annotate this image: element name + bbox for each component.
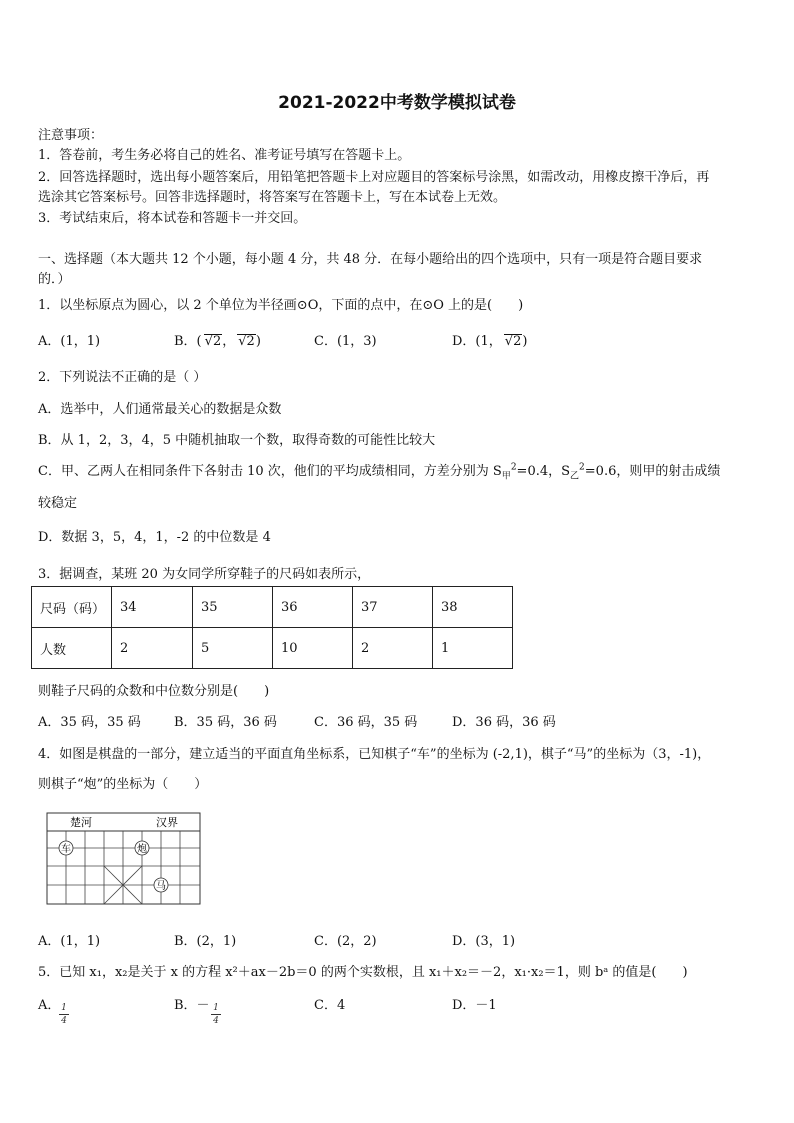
chess-piece-ma-label: 马	[156, 881, 166, 892]
table-cell: 38	[433, 587, 513, 628]
q2-c-sub1: 甲	[501, 471, 511, 482]
table-cell: 37	[353, 587, 433, 628]
q1-option-a: A．(1，1)	[38, 334, 101, 349]
section-heading-line1: 一、选择题（本大题共 12 个小题，每小题 4 分，共 48 分．在每小题给出的四个选项中，只有一项是符合题目要求	[38, 252, 703, 267]
fraction-numerator: 1	[61, 1003, 67, 1013]
q4-option-b: B．(2，1)	[174, 934, 237, 949]
section-heading-line2: 的．）	[38, 272, 71, 287]
table-cell: 人数	[32, 628, 112, 669]
sqrt-icon: √2	[204, 334, 222, 349]
sqrt-icon: √2	[238, 334, 255, 349]
table-cell: 2	[353, 628, 433, 669]
notice-heading: 注意事项：	[38, 128, 104, 143]
q4-option-a: A．(1，1)	[38, 934, 101, 949]
fraction-bar	[211, 1014, 221, 1015]
table-cell: 10	[273, 628, 353, 669]
q2-option-a: A．选举中，人们通常最关心的数据是众数	[38, 402, 282, 417]
table-cell: 35	[193, 587, 273, 628]
fraction-numerator: 1	[213, 1003, 219, 1013]
q5-option-b: B．－	[174, 998, 210, 1013]
q2-option-c-line1	[38, 460, 720, 482]
q1-d-post: )	[522, 334, 528, 349]
q1-b-mid: ，	[222, 334, 236, 349]
fraction-denominator: 4	[61, 1016, 67, 1026]
q5-option-c: C．4	[314, 998, 346, 1013]
fraction-bar	[59, 1014, 69, 1015]
q2-c-sup1: 2	[510, 462, 517, 473]
sqrt-icon: √2	[504, 334, 522, 349]
q4-stem-line2: 则棋子“炮”的坐标为（ ）	[38, 777, 208, 792]
page-title: 2021-2022中考数学模拟试卷	[278, 93, 516, 113]
q2-c-post: =0.6，则甲的射击成绩	[584, 464, 721, 479]
q1-b-radicand-2: 2	[246, 334, 255, 349]
q1-option-c: C．(1，3)	[314, 334, 377, 349]
q2-c-sup2: 2	[579, 462, 585, 473]
q2-c-sub2: 乙	[570, 471, 580, 482]
table-cell: 1	[433, 628, 513, 669]
q4-option-c: C．(2，2)	[314, 934, 377, 949]
q3-option-b: B．35 码，36 码	[174, 715, 277, 730]
table-cell: 5	[193, 628, 273, 669]
q2-c-mid: =0.4，S	[516, 464, 571, 479]
q2-c-pre: C．甲、乙两人在相同条件下各射击 10 次，他们的平均成绩相同，方差分别为 S	[38, 464, 502, 479]
q1-b-post: )	[255, 334, 261, 349]
q5-stem: 5．已知 x₁，x₂是关于 x 的方程 x²＋ax－2b＝0 的两个实数根，且 x₁＋x₂＝－2，x₁·x₂＝1，则 bᵃ 的值是( )	[38, 965, 688, 980]
table-row	[32, 587, 513, 628]
table-row	[32, 628, 513, 669]
chessboard-figure	[46, 812, 202, 906]
q1-b-pre: B．(	[174, 334, 202, 349]
table-cell: 34	[112, 587, 193, 628]
q3-option-d: D．36 码，36 码	[452, 715, 556, 730]
q2-option-c-line2: 较稳定	[38, 496, 78, 511]
q5-a-fraction	[59, 1003, 69, 1026]
q1-b-radicand-1: 2	[212, 334, 222, 349]
q2-option-b: B．从 1，2，3，4，5 中随机抽取一个数，取得奇数的可能性比较大	[38, 433, 436, 448]
q3-option-c: C．36 码，35 码	[314, 715, 418, 730]
chess-piece-che-label: 车	[61, 844, 71, 855]
table-cell: 2	[112, 628, 193, 669]
river-label-han: 汉界	[156, 816, 178, 829]
q1-option-b	[174, 330, 261, 349]
notice-item-1: 1．答卷前，考生务必将自己的姓名、准考证号填写在答题卡上。	[38, 148, 411, 163]
chess-piece-pao-label: 炮	[137, 844, 147, 855]
river-label-chu: 楚河	[70, 816, 92, 829]
q1-d-radicand: 2	[513, 334, 522, 349]
table-cell: 尺码（码）	[32, 587, 112, 628]
q3-stem: 3．据调查，某班 20 为女同学所穿鞋子的尺码如表所示，	[38, 567, 371, 582]
notice-item-2a: 2．回答选择题时，选出每小题答案后，用铅笔把答题卡上对应题目的答案标号涂黑，如需改动，用橡皮擦干净后，再	[38, 170, 710, 185]
shoe-size-table	[31, 586, 513, 669]
q1-option-d	[452, 330, 527, 349]
q5-option-a: A．	[38, 998, 61, 1013]
fraction-denominator: 4	[213, 1016, 219, 1026]
q2-option-d: D．数据 3，5，4，1，-2 的中位数是 4	[38, 530, 271, 545]
notice-item-3: 3．考试结束后，将本试卷和答题卡一并交回。	[38, 211, 307, 226]
q3-question: 则鞋子尺码的众数和中位数分别是( )	[38, 684, 270, 699]
q1-d-pre: D．(1，	[452, 334, 502, 349]
q5-option-d: D．－1	[452, 998, 497, 1013]
q4-option-d: D．(3，1)	[452, 934, 516, 949]
q3-option-a: A．35 码，35 码	[38, 715, 141, 730]
q2-stem: 2．下列说法不正确的是（ ）	[38, 370, 207, 385]
q5-b-fraction	[211, 1003, 221, 1026]
q1-stem: 1．以坐标原点为圆心，以 2 个单位为半径画⊙O，下面的点中，在⊙O 上的是( )	[38, 298, 524, 313]
notice-item-2b: 选涂其它答案标号。回答非选择题时，将答案写在答题卡上，写在本试卷上无效。	[38, 190, 507, 205]
table-cell: 36	[273, 587, 353, 628]
q4-stem-line1: 4．如图是棋盘的一部分，建立适当的平面直角坐标系，已知棋子“车”的坐标为 (-2,1)，棋子“马”的坐标为（3，-1)，	[38, 747, 711, 762]
